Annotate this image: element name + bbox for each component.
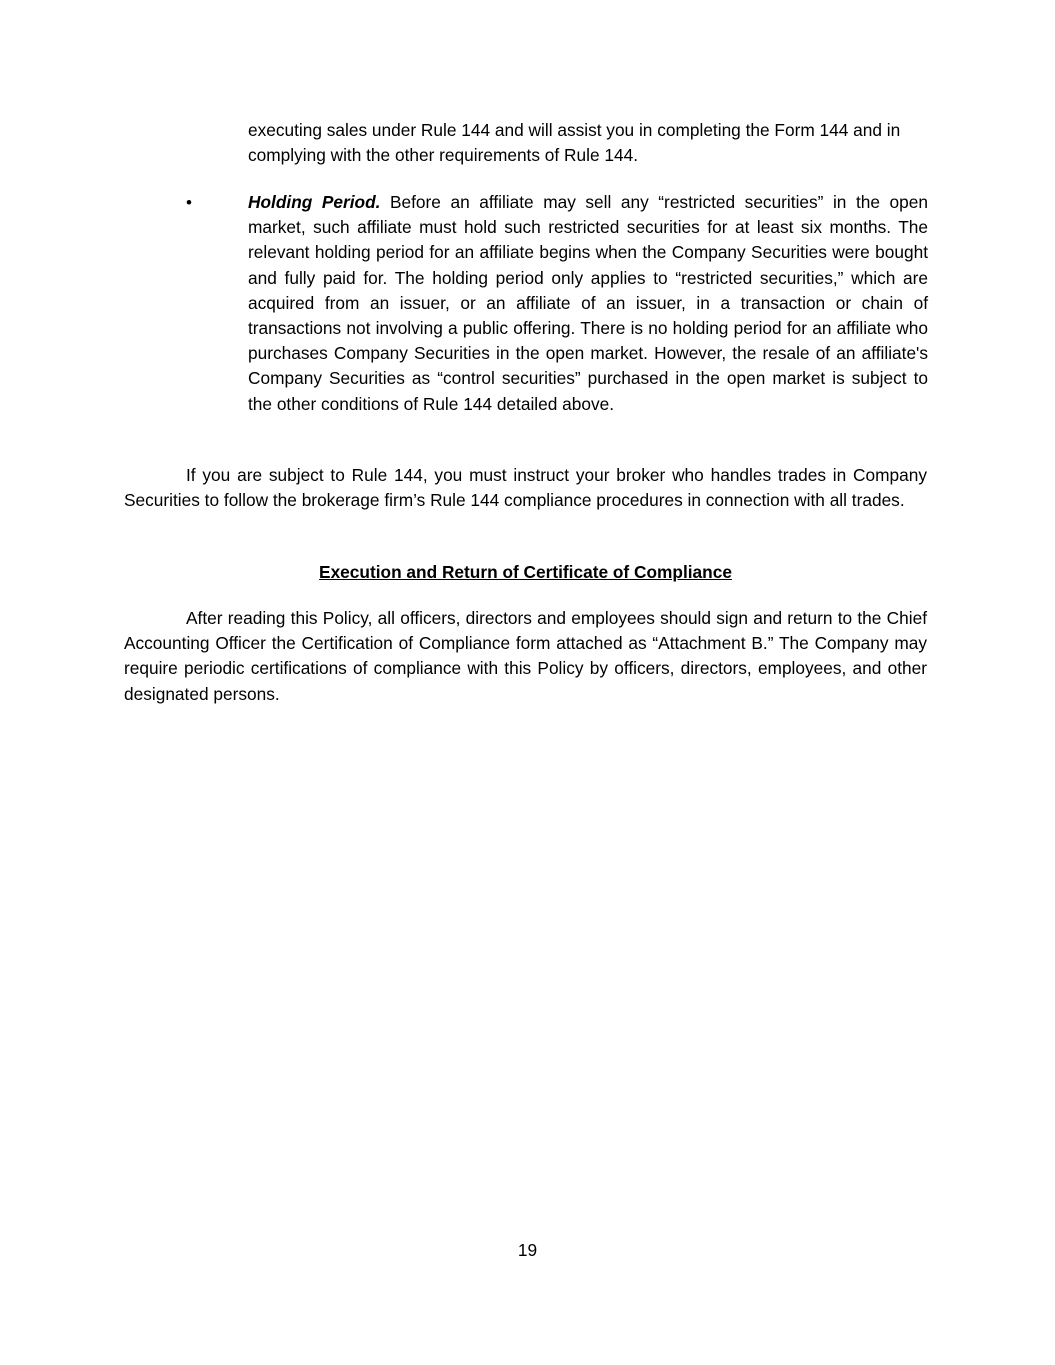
section-heading: Execution and Return of Certificate of Compliance [319, 562, 732, 582]
page-number: 19 [517, 1240, 538, 1260]
certification-paragraph: After reading this Policy, all officers, directors and employees should sign and return to the Chief Accounting Officer the Certification of Compliance form attached as “Attachment B.” The Company may require periodic certifications of compliance with this Policy by officers, directors, employees, and other designated persons. [124, 608, 927, 704]
rule-144-broker-paragraph: If you are subject to Rule 144, you must instruct your broker who handles trades in Company Securities to follow the brokerage firm’s Rule 144 compliance procedures in connection with all trades. [124, 465, 927, 511]
continuation-paragraph: executing sales under Rule 144 and will assist you in completing the Form 144 and in complying with the other requirements of Rule 144. [248, 120, 901, 166]
holding-period-item [248, 190, 928, 417]
holding-period-heading: Holding Period. [248, 192, 381, 212]
holding-period-text: Before an affiliate may sell any “restricted securities” in the open market, such affiliate must hold such restricted securities for at least six months. The relevant holding period for an affiliate begins when the Company Securities were bought and fully paid for. The holding period only applies to “restricted securities,” which are acquired from an issuer, or an affiliate of an issuer, in a transaction or chain of transactions not involving a public offering. There is no holding period for an affiliate who purchases Company Securities in the open market. However, the resale of an affiliate's Company Securities as “control securities” purchased in the open market is subject to the other conditions of Rule 144 detailed above. [248, 192, 928, 414]
bullet-icon: • [186, 193, 192, 212]
